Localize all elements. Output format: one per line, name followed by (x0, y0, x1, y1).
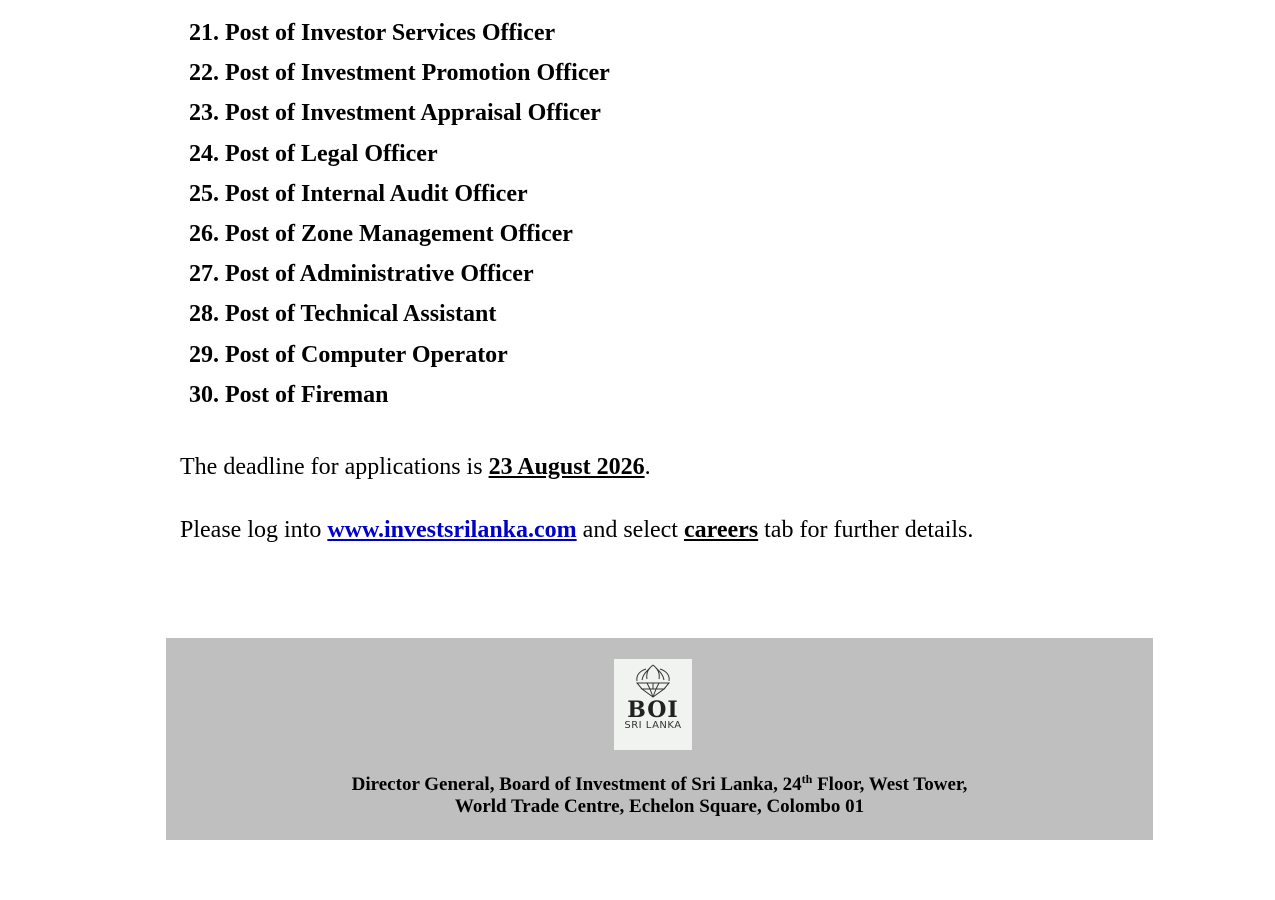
post-number: 26. (189, 220, 219, 247)
address-line-2: World Trade Centre, Echelon Square, Colombo 01 (454, 796, 865, 817)
footer-banner (166, 638, 1153, 840)
address-line-1: Director General, Board of Investment of Sri Lanka, 24th Floor, West Tower, (351, 772, 968, 795)
post-number: 21. (189, 20, 219, 46)
website-link[interactable]: www.investsrilanka.com (327, 517, 577, 543)
gem-emblem-icon (614, 659, 692, 699)
post-number: 22. (189, 60, 219, 87)
post-title: Post of Administrative Officer (225, 261, 534, 288)
post-number: 30. (189, 381, 219, 408)
post-number: 23. (189, 100, 219, 127)
post-title: Post of Zone Management Officer (225, 220, 573, 247)
post-item (189, 337, 610, 377)
post-item (189, 296, 610, 336)
post-title: Post of Internal Audit Officer (225, 180, 528, 207)
deadline-suffix: . (644, 454, 651, 480)
post-title: Post of Investment Promotion Officer (225, 60, 610, 87)
logo-text: BOI (627, 697, 679, 723)
post-number: 25. (189, 180, 219, 207)
post-item (189, 176, 610, 216)
post-number: 24. (189, 140, 219, 167)
post-title: Post of Legal Officer (225, 140, 438, 167)
boi-logo (614, 659, 692, 750)
deadline-date: 23 August 2026 (488, 454, 645, 480)
post-title: Post of Investment Appraisal Officer (225, 100, 601, 127)
login-paragraph (180, 515, 973, 545)
logo-subtext: SRI LANKA (624, 720, 682, 731)
post-item (189, 377, 610, 417)
careers-tab-text: careers (683, 517, 759, 543)
post-item (189, 136, 610, 176)
post-item (189, 216, 610, 256)
deadline-paragraph (180, 452, 651, 482)
post-item (189, 55, 610, 95)
login-middle: and select (576, 517, 684, 543)
post-number: 27. (189, 261, 219, 288)
post-item (189, 95, 610, 135)
post-item (189, 256, 610, 296)
post-title: Post of Fireman (225, 381, 389, 408)
footer-address (166, 774, 1153, 818)
login-suffix: tab for further details. (758, 517, 974, 543)
post-number: 29. (189, 341, 219, 368)
post-number: 28. (189, 301, 219, 328)
post-title: Post of Investor Services Officer (225, 20, 556, 46)
login-prefix: Please log into (180, 517, 328, 543)
post-title: Post of Technical Assistant (225, 301, 497, 328)
post-list (189, 15, 610, 417)
deadline-prefix: The deadline for applications is (180, 454, 489, 480)
post-title: Post of Computer Operator (225, 341, 508, 368)
post-item (189, 15, 610, 55)
